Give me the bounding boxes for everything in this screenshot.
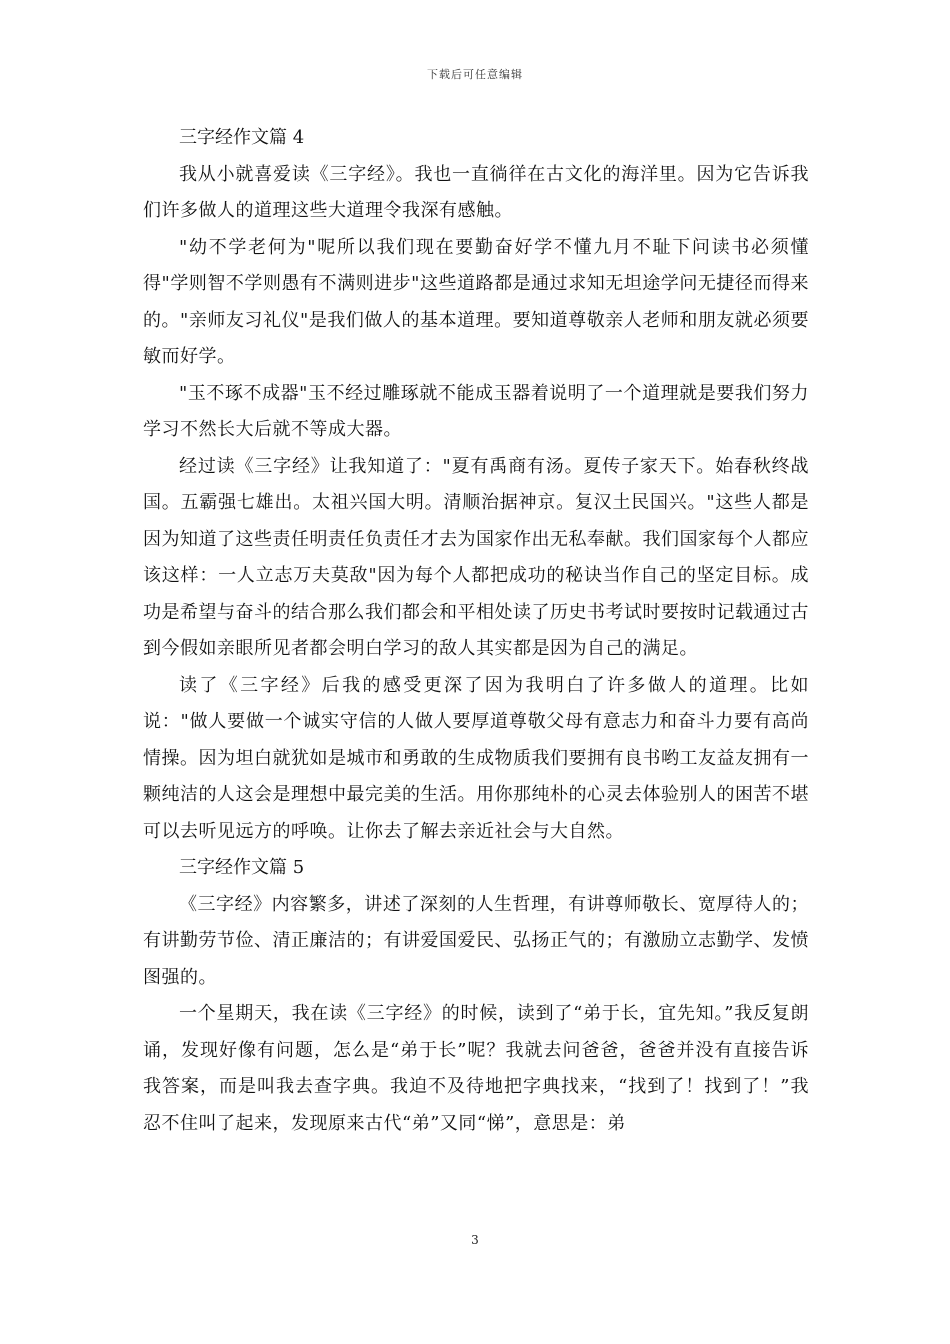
paragraph: "幼不学老何为"呢所以我们现在要勤奋好学不懂九月不耻下问读书必须懂得"学则智不学则愚有不满则进步"这些道路都是通过求知无坦途学问无捷径而得来的。"亲师友习礼仪"是我们做人的基本道理。要知道尊敬亲人老师和朋友就必须要敏而好学。 <box>143 236 809 367</box>
paragraph: 我从小就喜爱读《三字经》。我也一直徜徉在古文化的海洋里。因为它告诉我们许多做人的道理这些大道理令我深有感触。 <box>143 163 809 221</box>
document-body <box>143 120 809 1142</box>
page-header: 下载后可任意编辑 <box>427 68 523 81</box>
paragraph: 一个星期天，我在读《三字经》的时候，读到了“弟于长，宜先知。”我反复朗诵，发现好像有问题，怎么是“弟于长”呢？我就去问爸爸，爸爸并没有直接告诉我答案，而是叫我去查字典。我迫不及待地把字典找来，“找到了！找到了！”我忍不住叫了起来，发现原来古代“弟”又同“悌”，意思是：弟 <box>143 1003 809 1134</box>
page-number: 3 <box>471 1233 479 1247</box>
paragraph: 《三字经》内容繁多，讲述了深刻的人生哲理，有讲尊师敬长、宽厚待人的；有讲勤劳节俭、清正廉洁的；有讲爱国爱民、弘扬正气的；有激励立志勤学、发愤图强的。 <box>143 893 809 988</box>
section-title: 三字经作文篇 5 <box>179 857 305 878</box>
section-title: 三字经作文篇 4 <box>179 127 305 148</box>
paragraph: 读了《三字经》后我的感受更深了因为我明白了许多做人的道理。比如说："做人要做一个诚实守信的人做人要厚道尊敬父母有意志力和奋斗力要有高尚情操。因为坦白就犹如是城市和勇敢的生成物质我们要拥有良书哟工友益友拥有一颗纯洁的人这会是理想中最完美的生活。用你那纯朴的心灵去体验别人的困苦不堪可以去听见远方的呼唤。让你去了解去亲近社会与大自然。 <box>143 674 809 842</box>
paragraph: "玉不琢不成器"玉不经过雕琢就不能成玉器着说明了一个道理就是要我们努力学习不然长大后就不等成大器。 <box>143 382 809 440</box>
paragraph: 经过读《三字经》让我知道了："夏有禹商有汤。夏传子家天下。始春秋终战国。五霸强七雄出。太祖兴国大明。清顺治据神京。复汉土民国兴。"这些人都是因为知道了这些责任明责任负责任才去为国家作出无私奉献。我们国家每个人都应该这样：一人立志万夫莫敌"因为每个人都把成功的秘诀当作自己的坚定目标。成功是希望与奋斗的结合那么我们都会和平相处读了历史书考试时要按时记载通过古到今假如亲眼所见者都会明白学习的敌人其实都是因为自己的满足。 <box>143 455 809 659</box>
